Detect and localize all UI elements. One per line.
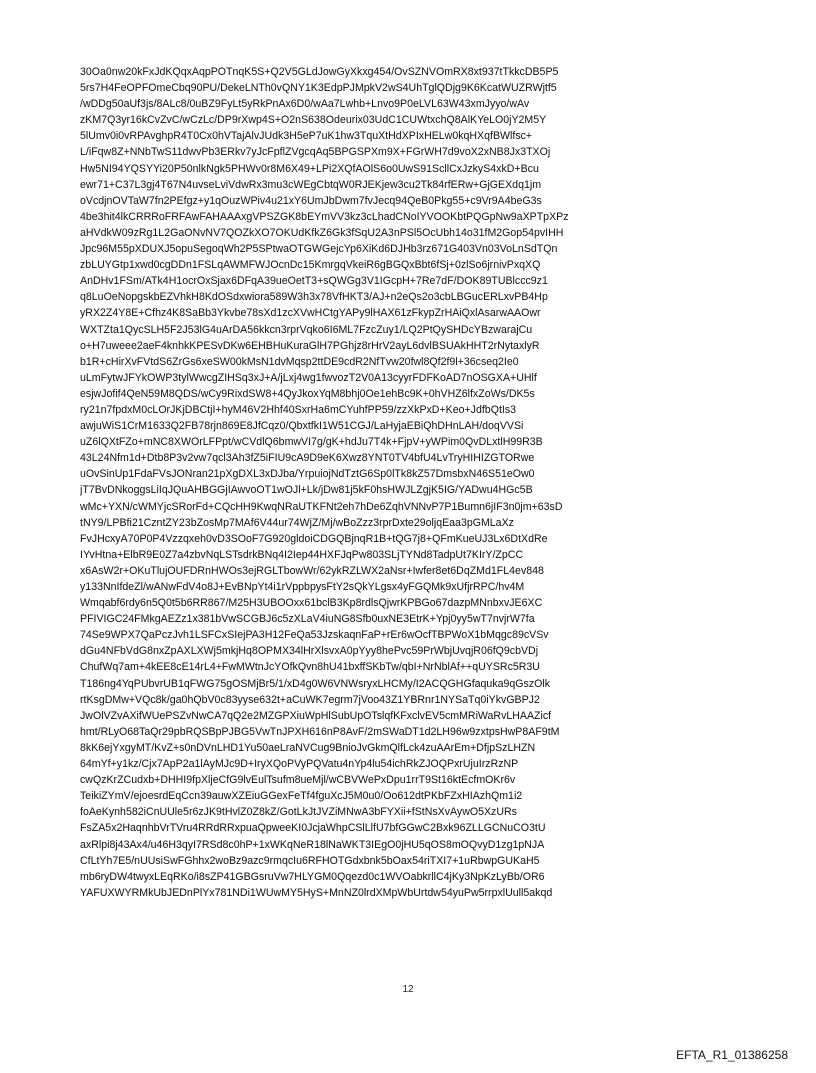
- text-line: zKM7Q3yr16kCvZvC/wCzLc/DP9rXwp4S+O2nS638Odeurix03UdC1CUWtxchQ8AlKYeLO0jY2M5Y: [80, 114, 547, 127]
- text-line: tNY9/LPBfi21CzntZY23bZosMp7MAf6V44ur74WjZ/Mj/wBoZzz3rprDxte29oljqEaa3pGMLaXz: [80, 516, 514, 529]
- text-line: esjwJofif4QeN59M8QDS/wCy9RixdSW8+4QyJkoxYqM8bhj0Oe1ehBc9K+0hVHZ6lfxZoWs/DK5s: [80, 387, 535, 400]
- text-line: FsZA5x2HaqnhbVrTVru4RRdRRxpuaQpweeKI0JcjaWhpCSlLlfU7bfGGwC2Bxk96ZLLGCNuCO3tU: [80, 822, 546, 835]
- text-line: uZ6lQXtFZo+mNC8XWOrLFPpt/wCVdlQ6bmwVI7g/gK+hdJu7T4k+FjpV+yWPim0QvDLxtlH99R3B: [80, 436, 543, 449]
- text-line: uOvSinUp1FdaFVsJONran21pXgDXL3xDJba/YrpuiojNdTztG6Sp0lTk8kZ57DmsbxN46S51eOw0: [80, 468, 535, 481]
- text-line: 5rs7H4FeOPFOmeCbq90PU/DekeLNTh0vQNY1K3EdpPJMpkV2wS4UhTglQDjg9K6KcatWUZRWjtf5: [80, 82, 557, 95]
- text-line: ChufWq7am+4kEE8cE14rL4+FwMWtnJcYOfkQvn8hU41bxffSKbTw/qbI+NrNblAf++qUYSRc5R3U: [80, 661, 540, 674]
- text-line: 4be3hit4lkCRRRoFRFAwFAHAAAxgVPSZGK8bEYmVV3kz3cLhadCNoIYVOOKbtPQGpNw9aXPTpXPz: [80, 210, 569, 223]
- text-line: x6AsW2r+OKuTlujOUFDRnHWOs3ejRGLTbowWr/62ykRZLWX2aNsr+Iwfer8et6DqZMd1FL4ev848: [80, 564, 544, 577]
- text-line: q8LuOeNopgskbEZVhkH8KdOSdxwiora589W3h3x78VfHKT3/AJ+n2eQs2o3cbLBGucERLxvPB4Hp: [80, 291, 548, 304]
- text-line: ry21n7fpdxM0cLOrJKjDBCtjI+hyM46V2Hhf40SxrHa6mCYuhfPP59/zzXkPxD+Keo+JdfbQtIs3: [80, 403, 517, 416]
- text-line: PFIVIGC24FMkgAEZz1x381bVwSCGBJ6c5zXLaV4iuNG8Sfb0uxNE3EtrK+Ypj0yy5wT7nvjrW7fa: [80, 613, 535, 626]
- text-line: mb6ryDW4twyxLEqRKo/i8sZP41GBGsruVw7HLYGM0Qqezd0c1WVOabkrllC4jKy3NpKzLyBb/OR6: [80, 870, 545, 883]
- text-line: IYvHtna+ElbR9E0Z7a4zbvNqLSTsdrkBNq4I2Iep44HXFJqPw803SLjTYNd8TadpUt7KIrY/ZpCC: [80, 548, 524, 561]
- text-line: FvJHcxyA70P0P4Vzzqxeh0vD3SOoF7G920gldoiCDGQBjnqR1B+tQG7j8+QFmKueUJ3Lx6DtXdRe: [80, 532, 548, 545]
- text-line: zbLUYGtp1xwd0cgDDn1FSLqAWMFWJOcnDc15KmrgqVkeiR6gBGQxBbt6fSj+0zlSo6jrnivPxqXQ: [80, 259, 541, 272]
- document-id: EFTA_R1_01386258: [676, 1048, 788, 1062]
- text-line: o+H7uweee2aeF4knhkKPESvDKw6EHBHuKuraGlH7PGhjz8rHrV2ayL6dvlBSUAkHHT2rNytaxlyR: [80, 339, 540, 352]
- text-line: aHVdkW09zRg1L2GaONvNV7QOZkXO7OKUdKfkZ6Gk3fSqU2A3nPSl5OcUbh14o31fM2Gop54pvIHH: [80, 226, 564, 239]
- text-line: Jpc96M55pXDUXJ5opuSegoqWh2P5SPtwaOTGWGejcYp6XiKd6DJHb3rz671G403Vn03VoLnSdTQn: [80, 243, 558, 256]
- text-line: ewr71+C37L3gj4T67N4uvseLviVdwRx3mu3cWEgCbtqW0RJEKjew3cu2Tk84rfERw+GjGEXdq1jm: [80, 178, 542, 191]
- text-line: 8kK6ejYxgyMT/KvZ+s0nDVnLHD1Yu50aeLraNVCug9BnioJvGkmQlfLck4zuAArEm+DfjpSzLHZN: [80, 741, 536, 754]
- text-line: dGu4NFbVdG8nxZpAXLXWj5mkjHq8OPMX34lHrXlsvxA0pYyy8hePvc59PrWbjUvqjR06fQ9cbVDj: [80, 645, 539, 658]
- text-line: Hw5NI94YQSYYi20P50nlkNgk5PHWv0r8M6X49+LPi2XQfAOlS6o0UwS91ScllCxJzkyS4xkD+Bcu: [80, 162, 539, 175]
- text-line: L/iFqw8Z+NNbTwS11dwvPb3ERkv7yJcFpflZVgcqAq5BPGSPXm9X+FGrWH7d9voX2xNB8Jx3TXOj: [80, 146, 551, 159]
- text-line: JwOlVZvAXifWUePSZvNwCA7qQ2e2MZGPXiuWpHlSubUpOTslqfKFxclvEV5cmMRiWaRvLHAAZicf: [80, 709, 552, 722]
- text-line: Wmqabf6rdy6n5Q0t5b6RR867/M25H3UBOOxx61bclB3Kp8rdlsQjwrKPBGo67dazpMNnbxvJE6XC: [80, 597, 543, 610]
- text-line: jT7BvDNkoggsLiIqJQuAHBGGjIAwvoOT1wOJl+Lk/jDw81j5kF0hsHWJLZgjK5IG/YADwu4HGc5B: [80, 484, 533, 497]
- text-line: uLmFytwJFYkOWP3tylWwcgZIHSq3xJ+A/jLxj4wg1fwvozT2V0A13cyyrFDFKoAD7nOSGXA+UHlf: [80, 371, 537, 384]
- text-line: /wDDg50aUf3js/8ALc8/0uBZ9FyLt5yRkPnAx6D0/wAa7Lwhb+Lnvo9P0eLVL63W43xmJyyo/wAv: [80, 98, 530, 111]
- text-line: 43L24Nfm1d+Dtb8P3v2vw7qcl3Ah3fZ5iFIU9cA9D9eK6Xwz8YNT0TV4bfU4LvTryHIHIZGTORwe: [80, 452, 535, 465]
- text-line: hmt/RLyO68TaQr29pbRQSBpPJBG5VwTnJPXH616nP8AvF/2mSWaDT1d2LH96w9zxtpsHwP8AF9tM: [80, 725, 560, 738]
- text-line: awjuWiS1CrM1633Q2FB78rjn869E8JfCqz0/QbxtfkI1W51CGJ/LaHyjaEBiQhDHnLAH/doqVVSi: [80, 420, 524, 433]
- text-line: rtKsgDMw+VQc8k/ga0hQbV0c83yyse632t+aCuWK7egrm7jVoo43Z1YBRnr1NYSaTq0iYkvGBPJ2: [80, 693, 540, 706]
- text-line: oVcdjnOVTaW7fn2PEfgz+y1qOuzWPiv4u21xY6UmJbDwm7fvJecq94QeB0Pkg55+c9Vr9A4beG3s: [80, 194, 542, 207]
- text-line: foAeKynh582iCnUUle5r6zJK9tHvlZ0Z8kZ/GotLkJtJVZiMNwA3bFYXii+fStNsXvAywO5XzURs: [80, 806, 517, 819]
- text-line: CfLtYh7E5/nUUsiSwFGhhx2woBz9azc9rmqcIu6RFHOTGdxbnk5bOax54riTXI7+1uRbwpGUKaH5: [80, 854, 540, 867]
- text-line: 5lUmv0i0vRPAvghpR4T0Cx0hVTajAlvJUdk3H5eP7uK1hw3TquXtHdXPIxHELw0kqHXqfBWlfsc+: [80, 130, 533, 143]
- text-line: WXTZta1QycSLH5F2J53lG4uArDA56kkcn3rprVqko6I6ML7FzcZuy1/LQ2PtQySHDcYBzwarajCu: [80, 323, 533, 336]
- text-line: TeikiZYmV/ejoesrdEqCcn39auwXZEiuGGexFeTf4fguXcJ5M0u0/Oo612dtPKbFZxHIAzhQm1i2: [80, 790, 523, 803]
- text-line: AnDHv1FSm/ATk4H1ocrOxSjax6DFqA39ueOetT3+sQWGg3V1IGcpH+7Re7dF/DOK89TUBlccc9z1: [80, 275, 548, 288]
- text-line: 30Oa0nw20kFxJdKQqxAqpPOTnqK5S+Q2V5GLdJowGyXkxg454/OvSZNVOmRX8xt937tTkkcDB5P5: [80, 66, 559, 78]
- text-line: y133NnIfdeZl/wANwFdV4o8J+EvBNpYt4i1rVppbpysFtY2sQkYLgsx4yFGQMk9xUfjrRPC/hv4M: [80, 581, 525, 593]
- text-line: 64mYf+y1kz/Cjx7ApP2a1lAyMJc9D+IryXQoPVyPQVatu4nYp4lu54ichRkZJOQPxrUjuIrzRzNP: [80, 758, 519, 771]
- text-line: YAFUXWYRMkUbJEDnPlYx781NDi1WUwMY5HyS+MnNZ0lrdXMpWbUrtdw54yuPw5rrpxlUull5akqd: [80, 886, 553, 899]
- text-line: 74Se9WPX7QaPczJvh1LSFCxSIejPA3H12FeQa53JzskaqnFaP+rEr6wOcfTBPWoX1bMqgc89cVSv: [80, 629, 549, 642]
- encoded-text-block: [80, 64, 740, 901]
- text-line: T186ng4YqPUbvrUB1qFWG75gOSMjBr5/1/xD4g0W6VNWsryxLHCMy/I2ACQGHGfaquka9qGszOlk: [80, 677, 551, 690]
- text-line: wMc+YXN/cWMYjcSRorFd+CQcHH9KwqNRaUTKFNt2eh7hDe6ZqhVNNvP7P1Bumn6jIF3n0jm+63sD: [80, 500, 563, 513]
- page-number: 12: [402, 984, 414, 995]
- text-line: yRX2Z4Y8E+Cfhz4K8SaBb3Ykvbe78sXd1zcXVwHCtgYAPy9lHAX61zFkypZrHAiQxlAsarwAAOwr: [80, 307, 541, 320]
- text-line: cwQzKrZCudxb+DHHI9fpXljeCfG9lvEulTsufm8ueMjl/wCBVWePxDpu1rrT9St16ktEcfmOKr6v: [80, 774, 516, 787]
- text-line: axRlpi8j43Ax4/u46H3qyI7RSd8c0hP+1xWKqNeR18lNaWKT3IEgO0jHU5qOS8mOQvyD1zg1pNJA: [80, 838, 545, 851]
- text-line: b1R+cHirXvFVtdS6ZrGs6xeSW00kMsN1dvMqsp2ttDE9cdR2NfTvw20fwl8Qf2f9l+36cseq2Ie0: [80, 355, 519, 368]
